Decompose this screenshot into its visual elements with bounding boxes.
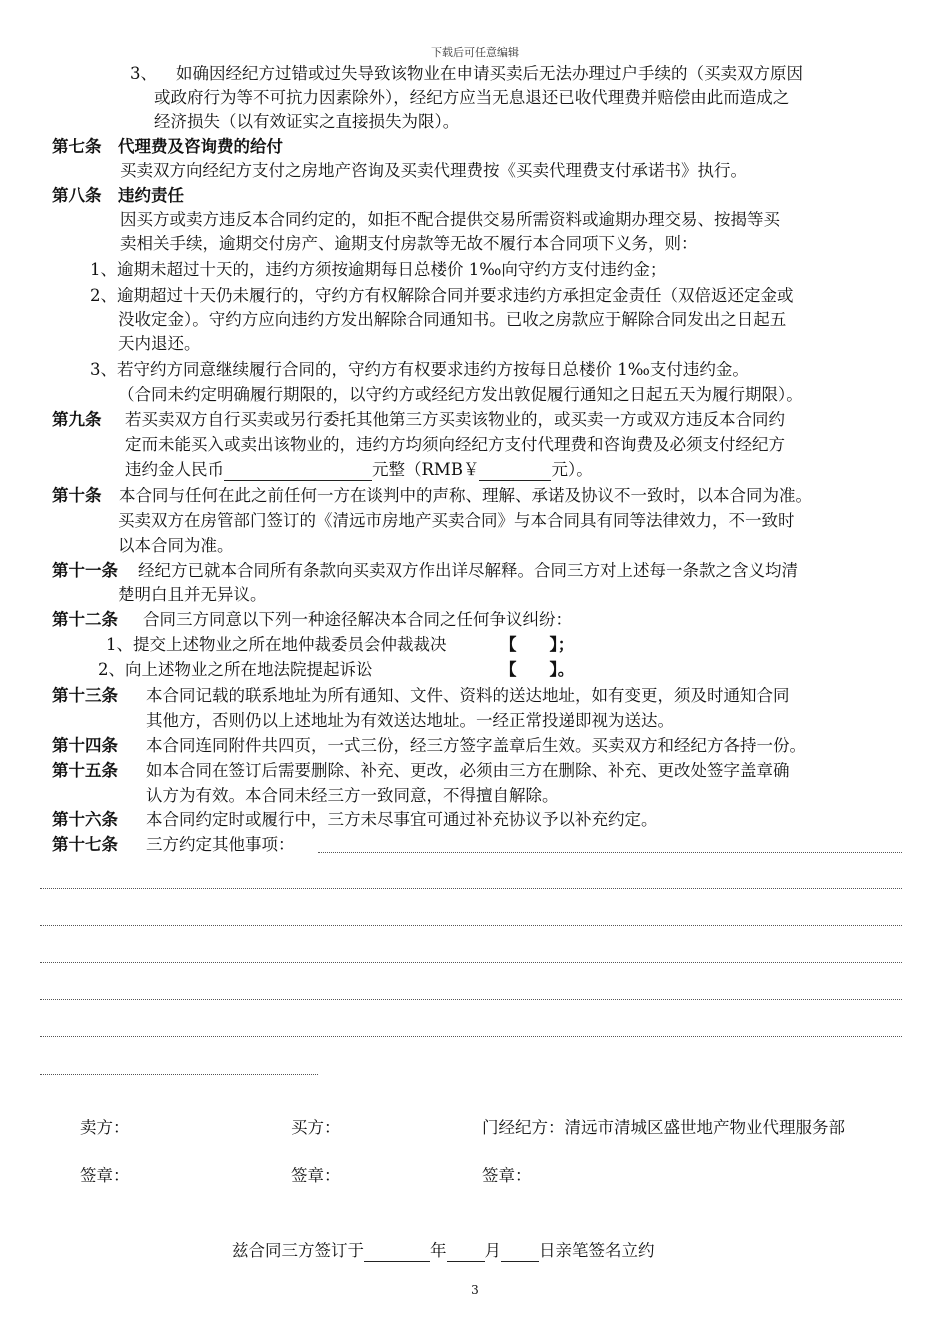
item-text: 如确因经纪方过错或过失导致该物业在申请买卖后无法办理过户手续的（买卖双方原因 xyxy=(176,64,803,83)
article-text: 本合同约定时或履行中，三方未尽事宜可通过补充协议予以补充约定。 xyxy=(146,810,658,829)
article-text: 买卖双方向经纪方支付之房地产咨询及买卖代理费按《买卖代理费支付承诺书》执行。 xyxy=(120,161,747,180)
article-text: 三方约定其他事项： xyxy=(146,835,295,854)
seller-signature: 签章： xyxy=(80,1166,130,1185)
article-text: 以本合同为准。 xyxy=(118,536,234,555)
signing-date-line xyxy=(232,1240,655,1262)
page-header: 下载后可任意编辑 xyxy=(431,46,519,59)
dispute-option-2-box[interactable]: 【 】。 xyxy=(500,660,575,679)
signing-intro: 兹合同三方签订于 xyxy=(232,1241,364,1260)
article-label: 第九条 xyxy=(52,410,102,429)
item-number: 3、 xyxy=(130,64,157,83)
article-label: 第十一条 xyxy=(52,561,118,580)
penalty-rmb-blank[interactable] xyxy=(479,464,551,481)
article-text: 若买卖双方自行买卖或另行委托其他第三方买卖该物业的，或买卖一方或双方违反本合同约 xyxy=(125,410,785,429)
other-matters-line[interactable] xyxy=(40,962,902,963)
day-label: 日亲笔签名立约 xyxy=(539,1241,655,1260)
article-item: 1、逾期未超过十天的，违约方须按逾期每日总楼价 1‰向守约方支付违约金； xyxy=(90,260,667,279)
agent-signature: 签章： xyxy=(482,1166,532,1185)
article-label: 第十六条 xyxy=(52,810,118,829)
seller-label: 卖方： xyxy=(80,1118,130,1137)
article-text: 卖相关手续，逾期交付房产、逾期支付房款等无故不履行本合同项下义务，则： xyxy=(120,234,698,253)
item-text: 经济损失（以有效证实之直接损失为限）。 xyxy=(154,112,460,131)
year-blank[interactable] xyxy=(364,1245,430,1262)
month-label: 月 xyxy=(484,1241,501,1260)
article-text: 买卖双方在房管部门签订的《清远市房地产买卖合同》与本合同具有同等法律效力，不一致时 xyxy=(118,511,795,530)
article-label: 第十二条 xyxy=(52,610,118,629)
buyer-label: 买方： xyxy=(291,1118,341,1137)
article-label: 第十七条 xyxy=(52,835,118,854)
item-text: 或政府行为等不可抗力因素除外），经纪方应当无息退还已收代理费并赔偿由此而造成之 xyxy=(154,88,790,107)
other-matters-line[interactable] xyxy=(40,888,902,889)
article-text: 认方为有效。本合同未经三方一致同意，不得擅自解除。 xyxy=(146,786,559,805)
article-label: 第十五条 xyxy=(52,761,118,780)
article-text: 本合同记载的联系地址为所有通知、文件、资料的送达地址，如有变更，须及时通知合同 xyxy=(146,686,790,705)
article-text: 定而未能买入或卖出该物业的，违约方均须向经纪方支付代理费和咨询费及必须支付经纪方 xyxy=(125,435,785,454)
article-item: 天内退还。 xyxy=(118,334,201,353)
penalty-amount-blank[interactable] xyxy=(224,464,372,481)
article-item: 2、逾期超过十天仍未履行的，守约方有权解除合同并要求违约方承担定金责任（双倍返还定金或 xyxy=(90,286,794,305)
dispute-option-1: 1、提交上述物业之所在地仲裁委员会仲裁裁决 xyxy=(106,635,447,654)
penalty-unit: 元整（RMB￥ xyxy=(372,460,480,479)
page-number: 3 xyxy=(471,1283,479,1297)
article-text: 经纪方已就本合同所有条款向买卖双方作出详尽解释。合同三方对上述每一条款之含义均清 xyxy=(138,561,798,580)
agent-label: 门经纪方：清远市清城区盛世地产物业代理服务部 xyxy=(482,1118,845,1137)
article-title: 第七条 代理费及咨询费的给付 xyxy=(52,137,283,156)
day-blank[interactable] xyxy=(501,1245,539,1262)
article-item: 没收定金）。守约方应向违约方发出解除合同通知书。已收之房款应于解除合同发出之日起五 xyxy=(118,310,787,329)
dispute-option-2: 2、向上述物业之所在地法院提起诉讼 xyxy=(98,660,373,679)
article-title: 第八条 违约责任 xyxy=(52,186,184,205)
penalty-end: 元）。 xyxy=(551,460,593,479)
year-label: 年 xyxy=(430,1241,447,1260)
article-text xyxy=(125,459,593,481)
other-matters-line[interactable] xyxy=(318,852,902,853)
article-text: 本合同连同附件共四页，一式三份，经三方签字盖章后生效。买卖双方和经纪方各持一份。 xyxy=(146,736,806,755)
month-blank[interactable] xyxy=(447,1245,485,1262)
article-label: 第十条 xyxy=(52,486,102,505)
article-item: 3、若守约方同意继续履行合同的，守约方有权要求违约方按每日总楼价 1‰支付违约金。 xyxy=(90,360,749,379)
other-matters-line[interactable] xyxy=(40,999,902,1000)
article-text: 如本合同在签订后需要删除、补充、更改，必须由三方在删除、补充、更改处签字盖章确 xyxy=(146,761,790,780)
penalty-label: 违约金人民币 xyxy=(125,460,224,479)
article-text: 因买方或卖方违反本合同约定的，如拒不配合提供交易所需资料或逾期办理交易、按揭等买 xyxy=(120,210,780,229)
other-matters-line[interactable] xyxy=(40,1036,902,1037)
article-text: 楚明白且并无异议。 xyxy=(118,585,267,604)
article-label: 第十四条 xyxy=(52,736,118,755)
article-label: 第十三条 xyxy=(52,686,118,705)
other-matters-line[interactable] xyxy=(40,1074,318,1075)
article-text: 本合同与任何在此之前任何一方在谈判中的声称、理解、承诺及协议不一致时，以本合同为准。 xyxy=(119,486,812,505)
article-note: （合同未约定明确履行期限的，以守约方或经纪方发出敦促履行通知之日起五天为履行期限）。 xyxy=(118,385,803,404)
dispute-option-1-box[interactable]: 【 】； xyxy=(500,635,575,654)
article-text: 合同三方同意以下列一种途径解决本合同之任何争议纠纷： xyxy=(143,610,572,629)
other-matters-line[interactable] xyxy=(40,925,902,926)
article-text: 其他方，否则仍以上述地址为有效送达地址。一经正常投递即视为送达。 xyxy=(146,711,674,730)
buyer-signature: 签章： xyxy=(291,1166,341,1185)
